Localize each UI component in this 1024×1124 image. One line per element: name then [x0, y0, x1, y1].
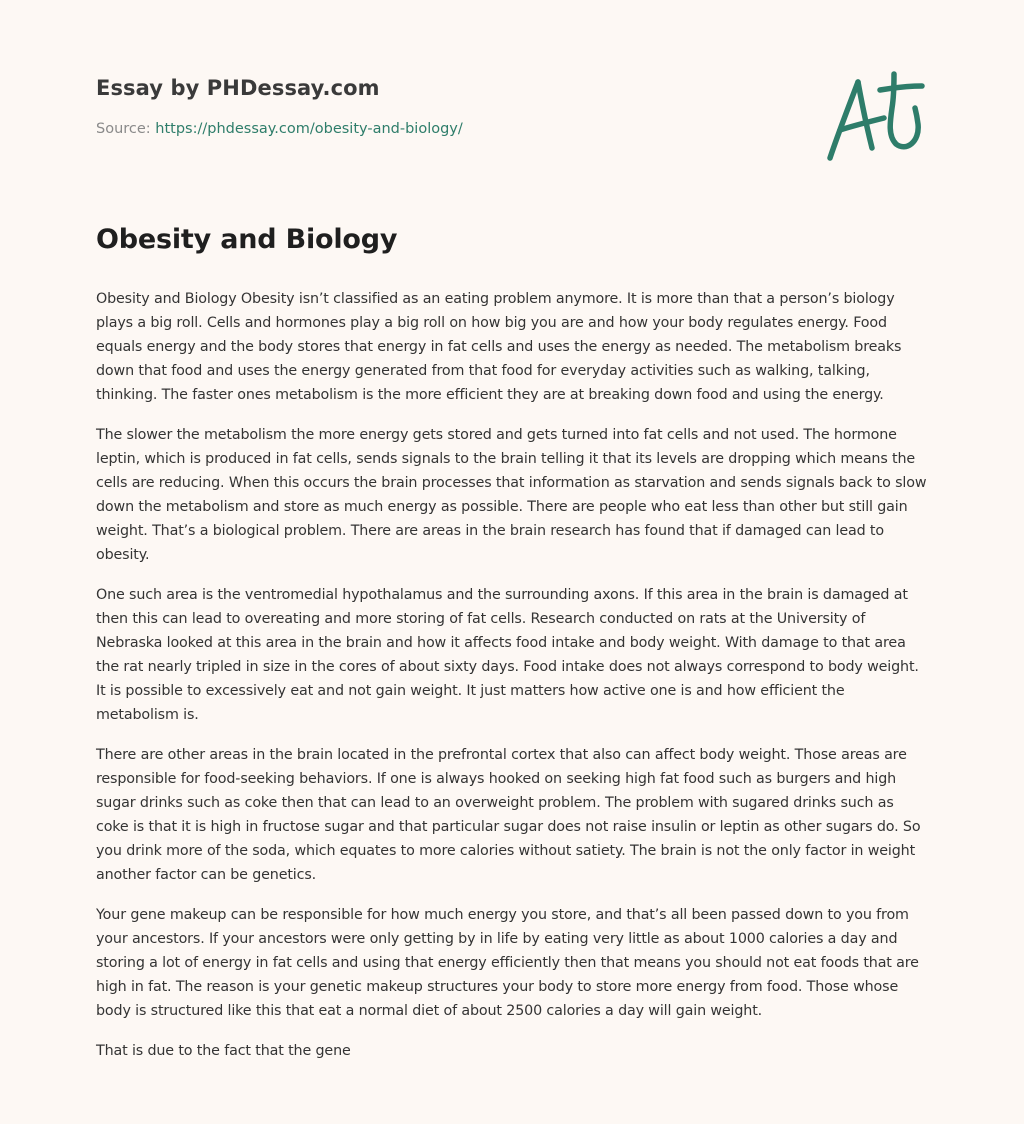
- essay-paragraph: The slower the metabolism the more energy gets stored and gets turned into fat cells and not used. The hormone leptin, which is produced in fat cells, sends signals to the brain telling it that its levels are dropping which means the cells are reducing. When this occurs the brain processes that information as starvation and sends signals back to slow down the metabolism and store as much energy as possible. There are people who eat less than other but still gain weight. That’s a biological problem. There are areas in the brain research has found that if damaged can lead to obesity.: [96, 427, 927, 563]
- a-plus-logo-icon: [822, 68, 926, 164]
- essay-body: [96, 287, 928, 1079]
- essay-paragraph: Your gene makeup can be responsible for how much energy you store, and that’s all been passed down to you from your ancestors. If your ancestors were only getting by in life by eating very little as about 1000 calories a day and storing a lot of energy in fat cells and using that energy efficiently then that means you should not eat foods that are high in fat. The reason is your genetic makeup structures your body to store more energy from food. Those whose body is structured like this that eat a normal diet of about 2500 calories a day will gain weight.: [96, 907, 919, 1019]
- essay-paragraph: Obesity and Biology Obesity isn’t classified as an eating problem anymore. It is more than that a person’s biology plays a big roll. Cells and hormones play a big roll on how big you are and how your body regulates energy. Food equals energy and the body stores that energy in fat cells and uses the energy as needed. The metabolism breaks down that food and uses the energy generated from that food for everyday activities such as walking, talking, thinking. The faster ones metabolism is the more efficient they are at breaking down food and using the energy.: [96, 291, 902, 403]
- essay-title: Obesity and Biology: [96, 224, 398, 255]
- page-header: [96, 76, 796, 137]
- essay-paragraph: That is due to the fact that the gene: [96, 1043, 351, 1059]
- site-title: Essay by PHDessay.com: [96, 76, 380, 100]
- source-label: Source:: [96, 121, 156, 137]
- source-link[interactable]: https://phdessay.com/obesity-and-biology/: [155, 121, 463, 137]
- essay-paragraph: There are other areas in the brain located in the prefrontal cortex that also can affect body weight. Those areas are responsible for food-seeking behaviors. If one is always hooked on seeking high fat food such as burgers and high sugar drinks such as coke then that can lead to an overweight problem. The problem with sugared drinks such as coke is that it is high in fructose sugar and that particular sugar does not raise insulin or leptin as other sugars do. So you drink more of the soda, which equates to more calories without satiety. The brain is not the only factor in weight another factor can be genetics.: [96, 747, 921, 883]
- essay-paragraph: One such area is the ventromedial hypothalamus and the surrounding axons. If this area in the brain is damaged at then this can lead to overeating and more storing of fat cells. Research conducted on rats at the University of Nebraska looked at this area in the brain and how it affects food intake and body weight. With damage to that area the rat nearly tripled in size in the cores of about sixty days. Food intake does not always correspond to body weight. It is possible to excessively eat and not gain weight. It just matters how active one is and how efficient the metabolism is.: [96, 587, 919, 723]
- source-line: [96, 121, 796, 137]
